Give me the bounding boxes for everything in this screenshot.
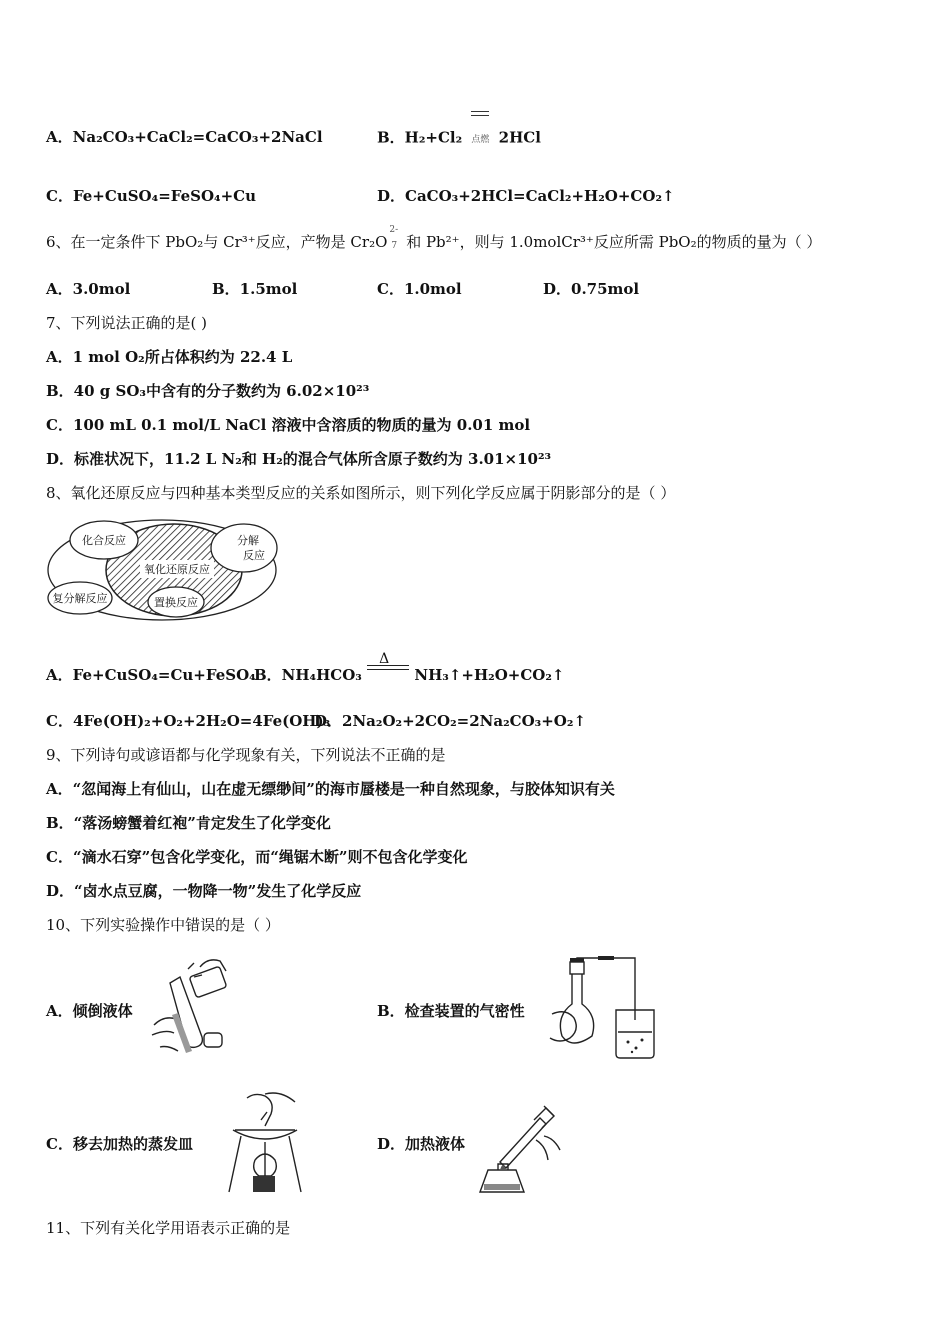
- q5-option-c: C．Fe+CuSO₄=FeSO₄+Cu: [46, 187, 257, 205]
- q10-option-c: C．移去加热的蒸发皿: [46, 1135, 193, 1153]
- q9-option-b: B．“落汤螃蟹着红袍”肯定发生了化学变化: [46, 814, 331, 832]
- heat-symbol: Δ: [379, 651, 390, 667]
- q10-option-d: D．加热液体: [377, 1135, 466, 1153]
- label-double-displacement: 复分解反应: [52, 592, 108, 605]
- q7-option-b: B．40 g SO₃中含有的分子数约为 6.02×10²³: [46, 382, 370, 400]
- pouring-liquid-illustration: [148, 955, 238, 1060]
- label-decomposition-1: 分解: [237, 534, 259, 547]
- q6-superscript: 2-: [389, 225, 399, 235]
- q6-subscript: 7: [391, 241, 398, 251]
- q5-option-a: A．Na₂CO₃+CaCl₂=CaCO₃+2NaCl: [46, 128, 323, 146]
- q7-stem: 7、下列说法正确的是( ): [46, 314, 208, 332]
- q8-option-b-reactant: B．NH₄HCO₃: [254, 666, 362, 684]
- q8-option-b: [254, 651, 565, 685]
- q7-option-c: C．100 mL 0.1 mol/L NaCl 溶液中含溶质的物质的量为 0.01 mol: [46, 416, 531, 434]
- equals-sign: [471, 111, 489, 116]
- q10-option-a: A．倾倒液体: [46, 1002, 133, 1020]
- q6-option-a: A．3.0mol: [46, 280, 131, 298]
- q10-stem: 10、下列实验操作中错误的是（ ）: [46, 916, 280, 934]
- decomposition-ellipse: [211, 524, 277, 572]
- q8-option-a: A．Fe+CuSO₄=Cu+FeSO₄: [46, 666, 256, 684]
- q8-stem: 8、氧化还原反应与四种基本类型反应的关系如图所示，则下列化学反应属于阴影部分的是（ ）: [46, 484, 676, 502]
- q7-option-a: A．1 mol O₂所占体积约为 22.4 L: [46, 348, 293, 366]
- q5-option-d: D．CaCO₃+2HCl=CaCl₂+H₂O+CO₂↑: [377, 187, 675, 205]
- q8-option-c: C．4Fe(OH)₂+O₂+2H₂O=4Fe(OH)₃: [46, 712, 331, 730]
- q6-option-c: C．1.0mol: [377, 280, 462, 298]
- q5-option-b-reactants: B．H₂+Cl₂: [377, 128, 463, 147]
- equals-sign: [367, 665, 409, 670]
- q8-option-d: D．2Na₂O₂+2CO₂=2Na₂CO₃+O₂↑: [314, 712, 587, 730]
- q9-option-d: D．“卤水点豆腐，一物降一物”发生了化学反应: [46, 882, 362, 900]
- q6-stem: [46, 225, 822, 252]
- heating-liquid-illustration: [474, 1100, 574, 1200]
- q6-option-d: D．0.75mol: [543, 280, 640, 298]
- q9-stem: 9、下列诗句或谚语都与化学现象有关，下列说法不正确的是: [46, 746, 446, 764]
- q7-option-d: D．标准状况下，11.2 L N₂和 H₂的混合气体所含原子数约为 3.01×10²³: [46, 450, 552, 468]
- reaction-types-venn-diagram: [44, 512, 284, 622]
- q6-stem-part-b: 和 Pb²⁺，则与 1.0molCr³⁺反应所需 PbO₂的物质的量为（ ）: [406, 233, 822, 251]
- q5-reaction-condition: [467, 127, 493, 150]
- airtightness-check-illustration: [548, 952, 663, 1060]
- q6-stem-part-a: 6、在一定条件下 PbO₂与 Cr³⁺反应，产物是 Cr₂O: [46, 233, 388, 251]
- q5-option-b-products: 2HCl: [498, 128, 541, 147]
- q9-option-a: A．“忽闻海上有仙山，山在虚无缥缈间”的海市蜃楼是一种自然现象，与胶体知识有关: [46, 780, 615, 798]
- removing-evaporating-dish-illustration: [225, 1090, 305, 1200]
- q9-option-c: C．“滴水石穿”包含化学变化，而“绳锯木断”则不包含化学变化: [46, 848, 468, 866]
- q8-reaction-condition: [367, 651, 409, 685]
- q8-option-b-products: NH₃↑+H₂O+CO₂↑: [414, 666, 565, 684]
- label-decomposition-2: 反应: [243, 549, 265, 562]
- q5-option-b: [377, 127, 541, 150]
- label-redox: 氧化还原反应: [144, 563, 210, 576]
- q5-condition-text: 点燃: [471, 135, 490, 145]
- label-displacement: 置换反应: [154, 596, 198, 609]
- label-combination: 化合反应: [82, 534, 126, 547]
- q6-ion-charge: [387, 225, 401, 252]
- q10-option-b: B．检查装置的气密性: [377, 1002, 525, 1020]
- q11-stem: 11、下列有关化学用语表示正确的是: [46, 1219, 291, 1237]
- q6-option-b: B．1.5mol: [212, 280, 298, 298]
